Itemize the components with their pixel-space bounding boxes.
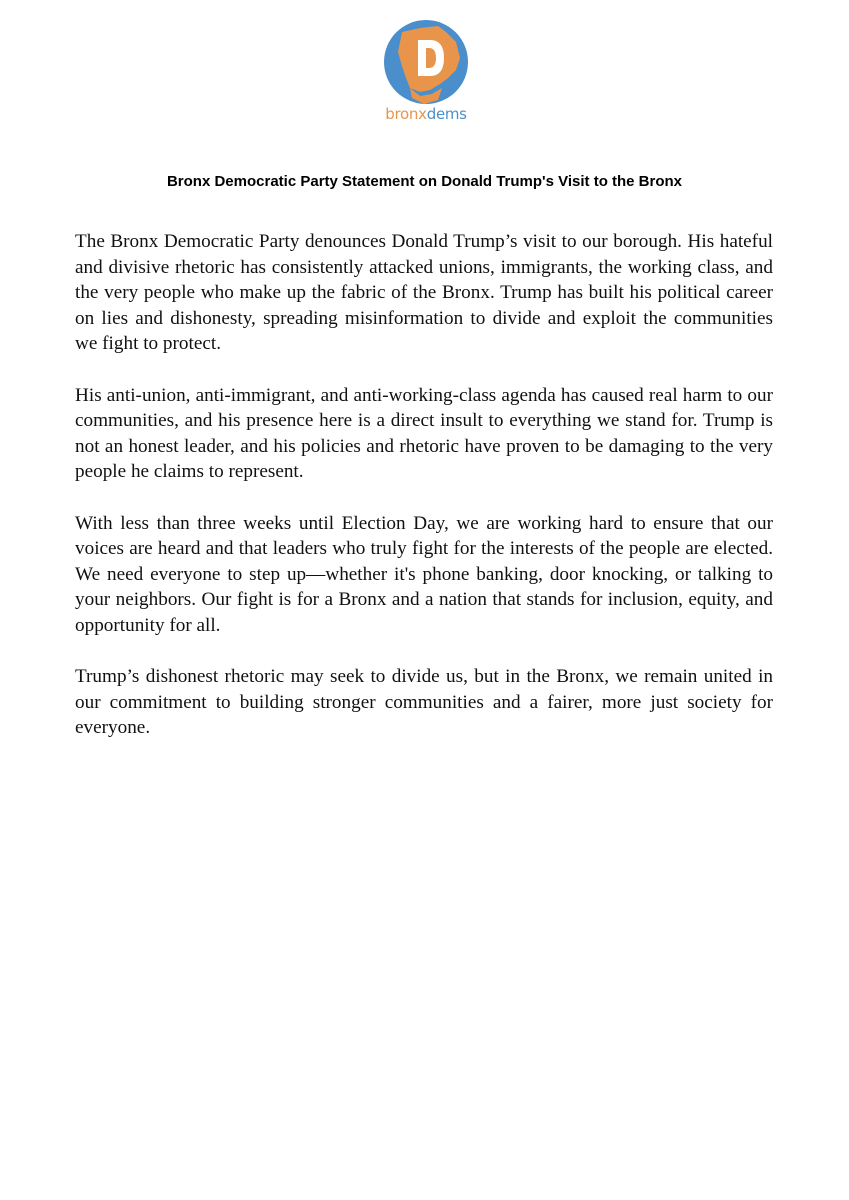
paragraph: His anti-union, anti-immigrant, and anti-working-class agenda has caused real harm to our communities, and his presence here is a direct insult to everything we stand for. Trump is not an honest leader, and his policies and rhetoric have proven to be damaging to the very people he claims to represent. <box>75 384 773 483</box>
statement-title: Bronx Democratic Party Statement on Donald Trump's Visit to the Bronx <box>166 173 683 190</box>
paragraph: The Bronx Democratic Party denounces Donald Trump’s visit to our borough. His hateful and divisive rhetoric has consistently attacked unions, immigrants, the working class, and the very people who make up the fabric of the Bronx. Trump has built his political career on lies and dishonesty, spreading misinformation to divide and exploit the communities we fight to protect. <box>75 231 773 355</box>
paragraph: With less than three weeks until Election Day, we are working hard to ensure that our voices are heard and that leaders who truly fight for the interests of the people are elected. We need everyone to step up—whether it's phone banking, door knocking, or talking to your neighbors. Our fight is for a Bronx and a nation that stands for inclusion, equity, and opportunity for all. <box>75 512 773 636</box>
paragraph: Trump’s dishonest rhetoric may seek to divide us, but in the Bronx, we remain united in our commitment to building stronger communities and a fairer, more just society for everyone. <box>75 666 773 739</box>
statement-body <box>75 229 773 741</box>
bronx-borough-logo-icon <box>380 5 472 110</box>
logo-wordmark-dems: dems <box>426 105 467 123</box>
logo-wordmark-bronx: bronx <box>385 105 427 123</box>
bronxdems-logo <box>376 5 476 130</box>
logo-letter: D <box>380 5 392 22</box>
logo-wordmark <box>376 104 476 124</box>
